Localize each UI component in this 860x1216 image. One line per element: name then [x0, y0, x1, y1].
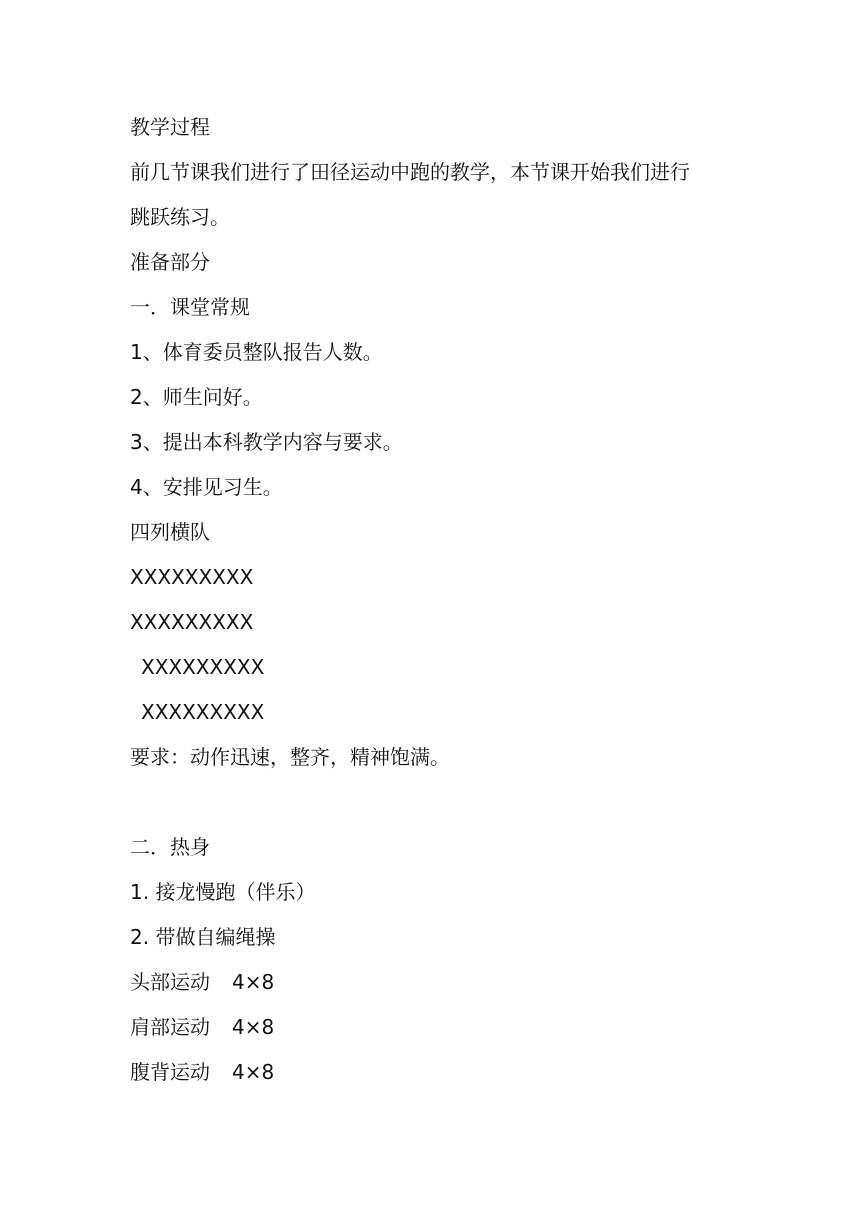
document-title: 教学过程 [130, 115, 210, 139]
warmup-item: 2. 带做自编绳操 [130, 925, 276, 949]
part-heading-warmup: 二．热身 [130, 835, 210, 859]
warmup-item: 1. 接龙慢跑（伴乐） [130, 880, 316, 904]
exercise-row [130, 970, 274, 994]
exercise-row [130, 1060, 274, 1084]
exercise-row [130, 1015, 274, 1039]
routine-item: 4、安排见习生。 [130, 475, 283, 499]
exercise-count: 4×8 [232, 1015, 275, 1039]
intro-text-line-1: 前几节课我们进行了田径运动中跑的教学，本节课开始我们进行 [130, 160, 690, 184]
routine-item: 3、提出本科教学内容与要求。 [130, 430, 403, 454]
intro-text-line-2: 跳跃练习。 [130, 205, 230, 229]
exercise-name: 肩部运动 [130, 1015, 210, 1039]
formation-row: XXXXXXXXX [141, 700, 265, 724]
formation-label: 四列横队 [130, 520, 210, 544]
exercise-count: 4×8 [232, 1060, 275, 1084]
exercise-count: 4×8 [232, 970, 275, 994]
requirement-text: 要求：动作迅速，整齐，精神饱满。 [130, 745, 450, 769]
formation-row: XXXXXXXXX [130, 565, 254, 589]
section-heading-prep: 准备部分 [130, 250, 210, 274]
part-heading-routine: 一．课堂常规 [130, 295, 250, 319]
routine-item: 2、师生问好。 [130, 385, 263, 409]
exercise-name: 腹背运动 [130, 1060, 210, 1084]
formation-row: XXXXXXXXX [141, 655, 265, 679]
exercise-name: 头部运动 [130, 970, 210, 994]
formation-row: XXXXXXXXX [130, 610, 254, 634]
routine-item: 1、体育委员整队报告人数。 [130, 340, 383, 364]
